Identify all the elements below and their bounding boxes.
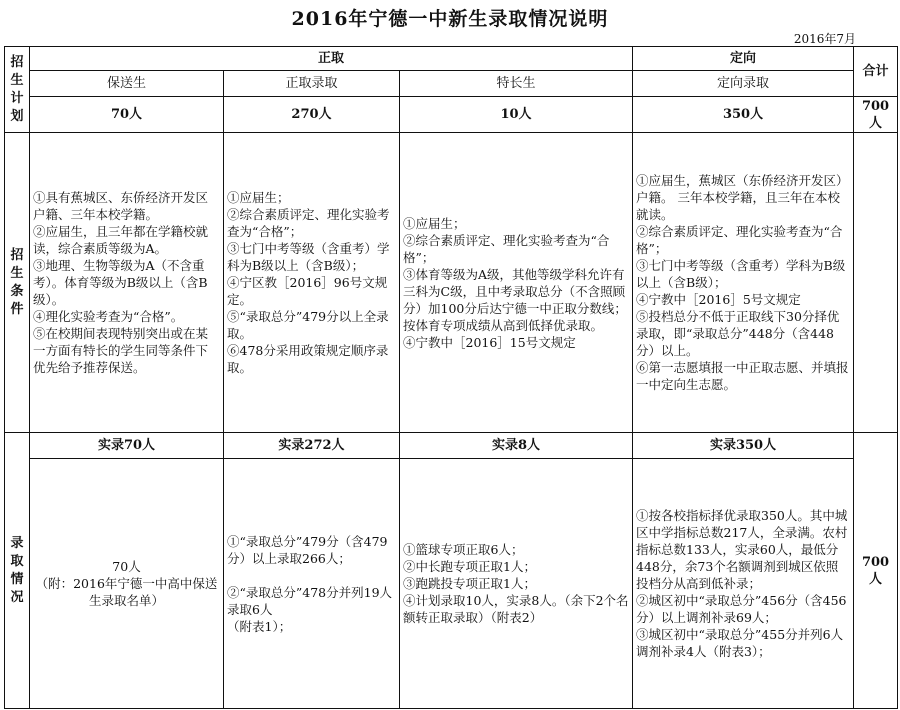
header-total: 合计 <box>854 47 898 97</box>
actual-zhengqu: 实录272人 <box>224 433 400 459</box>
header-dingxiang: 定向 <box>633 47 854 71</box>
conditions-section-label: 招生条件 <box>5 133 30 433</box>
admission-dingxiang: ①按各校指标择优录取350人。其中城区中学指标总数217人，全录满。农村指标总数133人，实录60人，最低分448分，余73个名额调剂到城区依照投档分从高到低补录； ②城区初中“录取总分”456分（含456分）以上调剂补录69人； ③城区初中“录取总分”455分并列6人调剂补录4人（附表3）； <box>633 459 854 709</box>
admission-table <box>4 46 898 709</box>
conditions-baosong: ①具有蕉城区、东侨经济开发区户籍、三年本校学籍。 ②应届生，且三年都在学籍校就读，综合素质等级为A。 ③地理、生物等级为A（不含重考）。体育等级为B级以上（含B级）。 ④理化实验考查为“合格”。 ⑤在校期间表现特别突出或在某一方面有特长的学生同等条件下优先给予推荐保送。 <box>30 133 224 433</box>
admission-section-label: 录取情况 <box>5 433 30 709</box>
conditions-dingxiang: ①应届生，蕉城区（东侨经济开发区）户籍。 三年本校学籍，且三年在本校就读。 ②综合素质评定、理化实验考查为“合格”； ③七门中考等级（含重考）学科为B级以上（含B级）； ④宁教中［2016］5号文规定 ⑤投档总分不低于正取线下30分择优录取，即“录取总分”448分（含448分）以上。 ⑥第一志愿填报一中正取志愿、并填报一中定向生志愿。 <box>633 133 854 433</box>
plan-baosong: 70人 <box>30 97 224 133</box>
admission-zhengqu: ①“录取总分”479分（含479分）以上录取266人； ②“录取总分”478分并列19人录取6人 （附表1）； <box>224 459 400 709</box>
conditions-total-empty <box>854 133 898 433</box>
header-techang: 特长生 <box>400 71 633 97</box>
actual-baosong: 实录70人 <box>30 433 224 459</box>
header-baosong: 保送生 <box>30 71 224 97</box>
date-label: 2016年7月 <box>793 32 856 46</box>
plan-dingxiang: 350人 <box>633 97 854 133</box>
conditions-techang: ①应届生； ②综合素质评定、理化实验考查为“合格”； ③体育等级为A级，其他等级学科允许有三科为C级，且中考录取总分（不含照顾分）加100分后达宁德一中正取分数线；按体育专项成绩从高到低择优录取。 ④宁教中［2016］15号文规定 <box>400 133 633 433</box>
plan-zhengqu: 270人 <box>224 97 400 133</box>
page-title: 2016年宁德一中新生录取情况说明 <box>291 8 609 30</box>
actual-techang: 实录8人 <box>400 433 633 459</box>
actual-dingxiang: 实录350人 <box>633 433 854 459</box>
admission-total: 700人 <box>854 433 898 709</box>
header-zhengqu: 正取 <box>30 47 633 71</box>
plan-total: 700人 <box>854 97 898 133</box>
header-zhengqu-luqu: 正取录取 <box>224 71 400 97</box>
conditions-zhengqu: ①应届生； ②综合素质评定、理化实验考查为“合格”； ③七门中考等级（含重考）学科为B级以上（含B级）； ④宁区教［2016］96号文规定。 ⑤“录取总分”479分以上全录取。 ⑥478分采用政策规定顺序录取。 <box>224 133 400 433</box>
header-dingxiang-luqu: 定向录取 <box>633 71 854 97</box>
plan-techang: 10人 <box>400 97 633 133</box>
admission-baosong: 70人 （附：2016年宁德一中高中保送生录取名单） <box>30 459 224 709</box>
admission-techang: ①篮球专项正取6人； ②中长跑专项正取1人； ③跑跳投专项正取1人； ④计划录取10人，实录8人。（余下2个名额转正取录取）（附表2） <box>400 459 633 709</box>
plan-section-label: 招生计划 <box>5 47 30 133</box>
